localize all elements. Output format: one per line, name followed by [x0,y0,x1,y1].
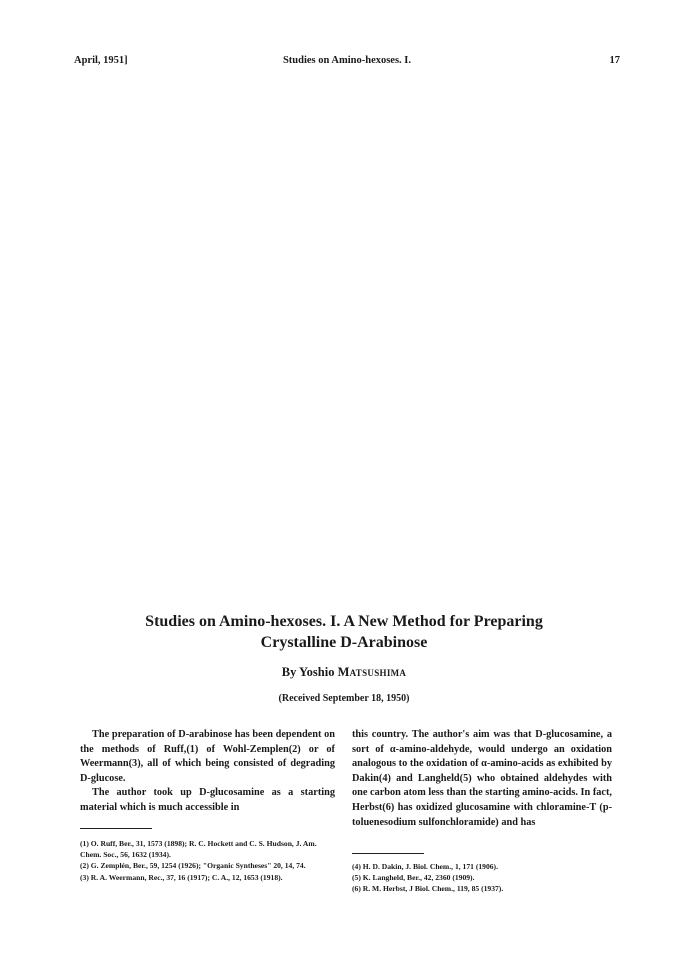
header-title: Studies on Amino-hexoses. I. [282,55,412,66]
paragraph: The preparation of D-arabinose has been dependent on the methods of Ruff,(1) of Wohl-Zemplen(2) or of Weermann(3), all of which being consisted of degrading D-glucose. [80,729,335,784]
header-date: April, 1951] [74,55,128,66]
byline-prefix: By Yoshio [281,665,335,679]
page-number: 17 [609,55,620,66]
author-surname: Matsushima [337,665,407,679]
footnote: (2) G. Zemplén, Ber., 59, 1254 (1926); "Organic Syntheses" 20, 14, 74. [80,861,306,871]
footnote: (6) R. M. Herbst, J Biol. Chem., 119, 85 (1937). [352,884,504,894]
article-title-line-1: Studies on Amino-hexoses. I. A New Method for Preparing [145,613,543,630]
footnote-divider [352,853,424,854]
footnote: (4) H. D. Dakin, J. Biol. Chem., 1, 171 (1906). [352,862,498,871]
footnote: (1) O. Ruff, Ber., 31, 1573 (1898); R. C. Hockett and C. S. Hudson, J. Am. Chem. Soc., 56, 1632 (1934). [80,839,317,860]
running-header [74,55,620,69]
received-date: (Received September 18, 1950) [278,693,410,704]
footnotes-right [352,861,612,895]
footnote: (5) K. Langheld, Ber., 42, 2360 (1909). [352,873,475,883]
article-title-line-2: Crystalline D-Arabinose [260,634,428,651]
author-byline [70,665,618,680]
paragraph: this country. The author's aim was that D-glucosamine, a sort of α-amino-aldehyde, would undergo an oxidation analogous to the oxidation of α-amino-acids as exhibited by Dakin(4) and Langheld(5) who obtained aldehydes with one carbon atom less than the starting amino-acids. In fact, Herbst(6) has oxidized glucosamine with chloramine-T (p-toluenesodium sulfonchloramide) and has [352,729,612,828]
body-column-left [80,728,335,816]
paragraph: The author took up D-glucosamine as a starting material which is much accessible in [80,787,335,813]
footnote-divider [80,828,152,829]
footnotes-left [80,838,335,883]
article-title [70,611,618,653]
footnote: (3) R. A. Weermann, Rec., 37, 16 (1917); C. A., 12, 1653 (1918). [80,872,283,882]
body-column-right [352,728,612,830]
